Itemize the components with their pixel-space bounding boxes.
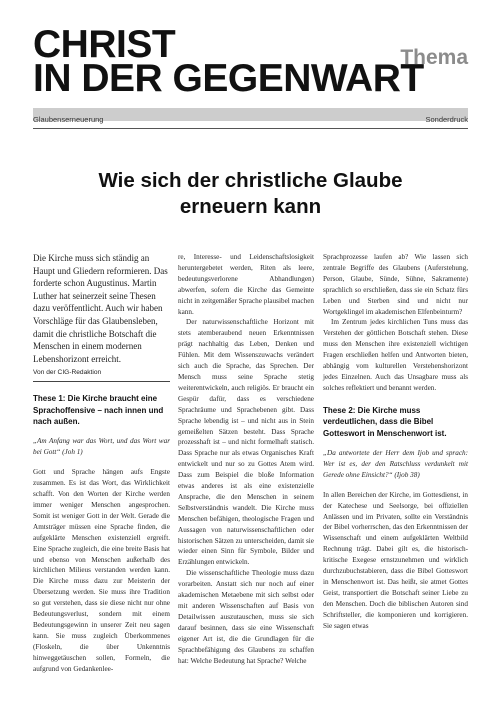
byline: Von der CIG-Redaktion — [33, 368, 170, 382]
column-3 — [323, 252, 468, 632]
masthead — [33, 23, 468, 124]
thema-label: Thema — [400, 46, 468, 69]
column-1-body: Gott und Sprache hängen aufs Engste zusammen. Es ist das Wort, das Wirklichkeit schafft. Von den Worten der Kirche werden immer weniger Menschen angesprochen. Somit ist weniger Gott in der Welt. Gerade die Amtsträger müssen eine Sprache finden, die aufgeklärte Menschen existenziell ergreift. Eine Sprache zugleich, die eine breite Basis hat und ebenso von Menschen außerhalb des kirchlichen Milieus verstanden werden kann. Die Kirche muss dazu zur Meisterin der Übersetzung werden. Sie muss ihre Tradition so gut verstehen, dass sie diese nicht nur ohne Bedeutungsverlust, sondern mit einem Bedeutungsgewinn in unserer Zeit neu sagen kann. Sie muss zugleich Überkommenes (Floskeln, die über Unkenntnis hinweggetäuschen sollen, Formeln, die aufgrund von Gedankenlee- — [33, 468, 170, 673]
lead-paragraph: Die Kirche muss sich ständig an Haupt und Gliedern reformieren. Das forderte schon Augustinus. Martin Luther hat seinerzeit seine Thesen dazu veröffentlicht. Auch wir haben Vorschläge für das Glaubensleben, damit die christliche Botschaft die Menschen in einem modernen Lebenshorizont erreicht. — [33, 253, 168, 364]
subtitle-right: Sonderdruck — [425, 114, 468, 124]
column-2-paragraph-2: Der naturwissenschaftliche Horizont mit stets atemberaubend neuen Erkenntnissen prägt nachhaltig das Leben, Denken und Fühlen. Mit dem Wissenszuwachs verändert sich auch die Sprache, das Sprechen. Der Mensch muss seine Sprache stetig weiterentwickeln, auch religiös. Er braucht ein Gespür dafür, dass es verschiedene Sprachräume und Sprachebenen gibt. Dass Sprache lebendig ist – und nicht aus in Stein gemeißelten Sätzen besteht. Dass Sprache prozesshaft ist – und nicht formelhaft statisch. Dass Sprache nur als etwas Organisches Kraft entwickelt und nur so zu Gottes Atem wird. Dass zum Beispiel die bloße Information etwas anderes ist als eine existenzielle Ansprache, die den Menschen in seinem Selbstverständnis wandelt. Die Kirche muss Menschen befähigen, theologische Fragen und Aussagen von naturwissenschaftlichen oder historischen Sätzen zu unterscheiden, damit sie wieder einen Sinn für Symbole, Bilder und Erzählungen entwickeln. — [178, 318, 314, 567]
thesis-1-heading: These 1: Die Kirche braucht eine Sprachoffensive – nach innen und nach außen. — [33, 394, 164, 427]
column-2-paragraph-3: Die wissenschaftliche Theologie muss dazu vorarbeiten. Anstatt sich nur noch auf einer akademischen Metaebene mit sich selbst oder mit anderen Wissenschaften auf Basis von Detailwissen auszutauschen, muss sie sich darauf besinnen, dass sie eine Wissenschaft eigener Art ist, die die Grundlagen für die Sprachbefähigung des Glaubens zu schaffen hat: Welche Bedeutung hat Sprache? Welche — [178, 569, 314, 665]
article-headline — [33, 168, 468, 220]
subtitle-left: Glaubenserneuerung — [33, 114, 104, 124]
thesis-1-quote: „Am Anfang war das Wort, und das Wort war bei Gott“ (Joh 1) — [33, 437, 170, 457]
column-3-body: In allen Bereichen der Kirche, im Gottesdienst, in der Katechese und Seelsorge, bei offiziellen Anlässen und im Privaten, sollte ein Verständnis der Bibel vorherrschen, das den Erkenntnissen der Wissenschaft und einem aufgeklärten Weltbild Rechnung trägt. Dabei gilt es, die historisch-kritische Exegese ernstzunehmen und wirklich durchzubuchstabieren, dass die Bibel Gotteswort in Menschenwort ist. Das heißt, sie atmet Gottes Geist, transportiert die Botschaft seiner Liebe zu den Menschen. Doch die biblischen Autoren sind Schriftsteller, die komponieren und korrigieren. Sie sagen etwas — [323, 490, 468, 630]
masthead-divider — [33, 128, 468, 129]
thesis-2-heading: These 2: Die Kirche muss verdeutlichen, dass die Bibel Gotteswort in Menschenwort ist. — [323, 405, 447, 438]
masthead-title-line1: CHRIST — [33, 23, 176, 66]
column-2-paragraph-1: re, Interesse- und Leidenschaftslosigkeit heruntergebetet werden, Riten als leere, bedeutungsverlorene Abhandlungen) abwerfen, sofern die Kirche das Gemeinte nicht in zeitgemäßer Sprache plausibel machen kann. — [178, 253, 314, 316]
thesis-2-quote: „Da antwortete der Herr dem Ijob und sprach: Wer ist es, der den Ratschluss verdunkelt mit Gerede ohne Einsicht?“ (Ijob 38) — [323, 449, 468, 479]
column-3-paragraph-1: Sprachprozesse laufen ab? Wie lassen sich zentrale Begriffe des Glaubens (Auferstehung, Person, Glaube, Sünde, Sühne, Sakramente) sprachlich so erschließen, dass sie ein Schatz fürs Leben und Sterben sind und nicht nur Wortgeklingel im akademischen Elfenbeinturm? — [323, 253, 468, 316]
headline-line1: Wie sich der christliche Glaube — [98, 169, 403, 192]
headline-line2: erneuern kann — [179, 195, 322, 218]
column-1 — [33, 252, 170, 675]
column-2 — [178, 252, 314, 666]
masthead-title-line2: IN DER GEGENWART — [33, 57, 424, 100]
column-3-paragraph-2: Im Zentrum jedes kirchlichen Tuns muss das Verstehen der göttlichen Botschaft stehen. Diese muss den Menschen ihre existenziell wichtigen Fragen erschließen helfen und Antworten bieten, abhängig vom kulturellen Verstehenshorizont jedes Einzelnen. Auch das Unsagbare muss als solches reflektiert und benannt werden. — [323, 318, 468, 392]
masthead-subtitle-row — [33, 112, 468, 126]
